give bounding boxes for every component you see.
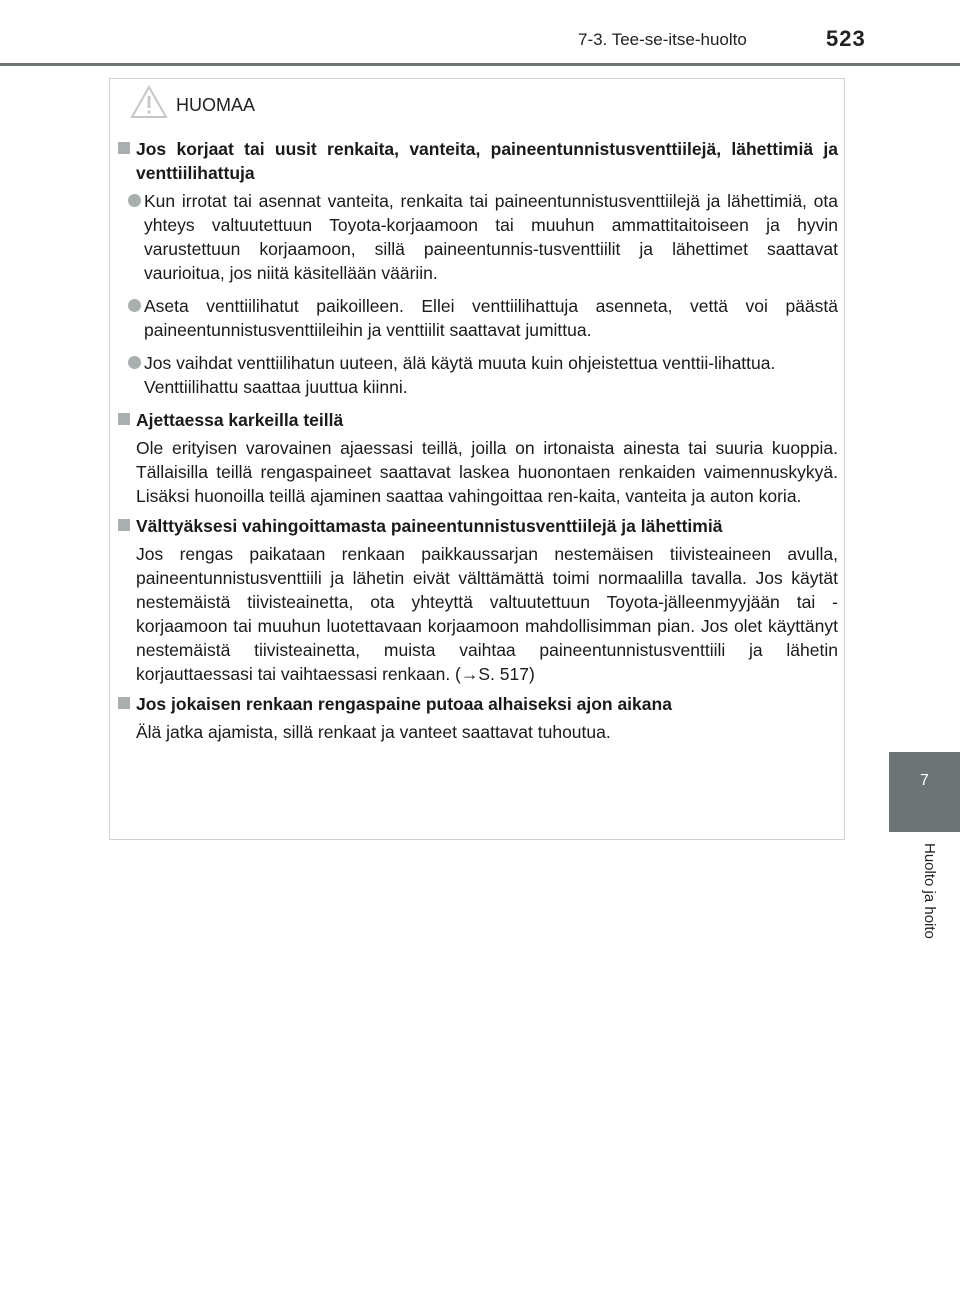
section-title-text: Jos jokaisen renkaan rengaspaine putoaa alhaiseksi ajon aikana (136, 694, 672, 714)
section-title (118, 408, 838, 432)
page-number: 523 (826, 26, 866, 51)
section-title-text: Ajettaessa karkeilla teillä (136, 410, 344, 430)
section-marker (118, 697, 130, 709)
note-title: HUOMAA (176, 95, 256, 115)
section-title (118, 514, 838, 538)
list-item (118, 189, 838, 285)
chapter-number: 7 (920, 772, 929, 789)
section-low-pressure (118, 692, 838, 744)
section-paragraph: Jos rengas paikataan renkaan paikkaussarjan nestemäisen tiivisteaineen avulla, paineentunnistusventtiili ja lähetin eivät välttämättä toimi normaalilla tavalla. Jos käytät nestemäistä tiivisteainetta, ota yhteyttä valtuutettuun Toyota-jälleenmyyjään tai -korjaamoon tai muuhun luotettavaan korjaamoon mahdollisimman pian. Jos olet käyttänyt nestemäistä tiivisteainetta, muista vaihtaa paineentunnistusventtiili ja lähetin korjauttaessasi tai vaihtaessasi renkaan. (→S. 517) (136, 544, 838, 684)
section-paragraph: Ole erityisen varovainen ajaessasi teillä, joilla on irtonaista ainesta tai suuria kuoppia. Tällaisilla teillä rengaspaineet saattavat laskea huonontaen renkaiden vaimennuskykyä. Lisäksi huonoilla teillä ajaminen saattaa vahingoittaa ren-kaita, vanteita ja auton koria. (136, 438, 838, 506)
section-title (118, 692, 838, 716)
bullet-dot (128, 356, 141, 369)
list-item-text: Aseta venttiilihatut paikoilleen. Ellei venttiilihattuja asenneta, vettä voi päästä paineentunnistusventtiileihin ja venttiilit saattavat jumittua. (144, 296, 838, 340)
section-title-text: Välttyäksesi vahingoittamasta paineentunnistusventtiilejä ja lähettimiä (136, 516, 723, 536)
list-item-text: Jos vaihdat venttiilihatun uuteen, älä käytä muuta kuin ohjeistettua venttii-lihattua. (144, 353, 776, 373)
list-item (118, 351, 838, 399)
section-title (118, 137, 838, 185)
header-section-title: 7-3. Tee-se-itse-huolto (578, 30, 747, 49)
section-paragraph: Älä jatka ajamista, sillä renkaat ja vanteet saattavat tuhoutua. (136, 722, 611, 742)
section-marker (118, 519, 130, 531)
bullet-dot (128, 194, 141, 207)
section-repair-tires (118, 137, 838, 399)
section-marker (118, 413, 130, 425)
section-title-text: Jos korjaat tai uusit renkaita, vanteita, paineentunnistusventtiilejä, lähettimiä ja venttiilihattuja (136, 139, 838, 183)
note-box (109, 78, 845, 840)
list-item-extra-text: Venttiilihattu saattaa juuttua kiinni. (144, 377, 408, 397)
chapter-label: Huolto ja hoito (921, 843, 938, 939)
header-rule (0, 63, 960, 66)
list-item-text: Kun irrotat tai asennat vanteita, renkaita tai paineentunnistusventtiilejä ja lähettimiä, ota yhteys valtuutettuun Toyota-korjaamoon tai muuhun ammattitaitoiseen ja hyvin varustettuun korjaamoon, sillä paineentunnis-tusventtiilit ja lähettimet saattavat vaurioitua, jos niitä käsitellään vääriin. (144, 191, 838, 283)
list-item (118, 294, 838, 342)
chapter-tab (889, 752, 960, 832)
section-rough-roads (118, 408, 838, 508)
section-avoid-damage (118, 514, 838, 686)
section-marker (118, 142, 130, 154)
bullet-dot (128, 299, 141, 312)
warning-triangle-icon (130, 85, 168, 119)
note-content (118, 137, 838, 750)
